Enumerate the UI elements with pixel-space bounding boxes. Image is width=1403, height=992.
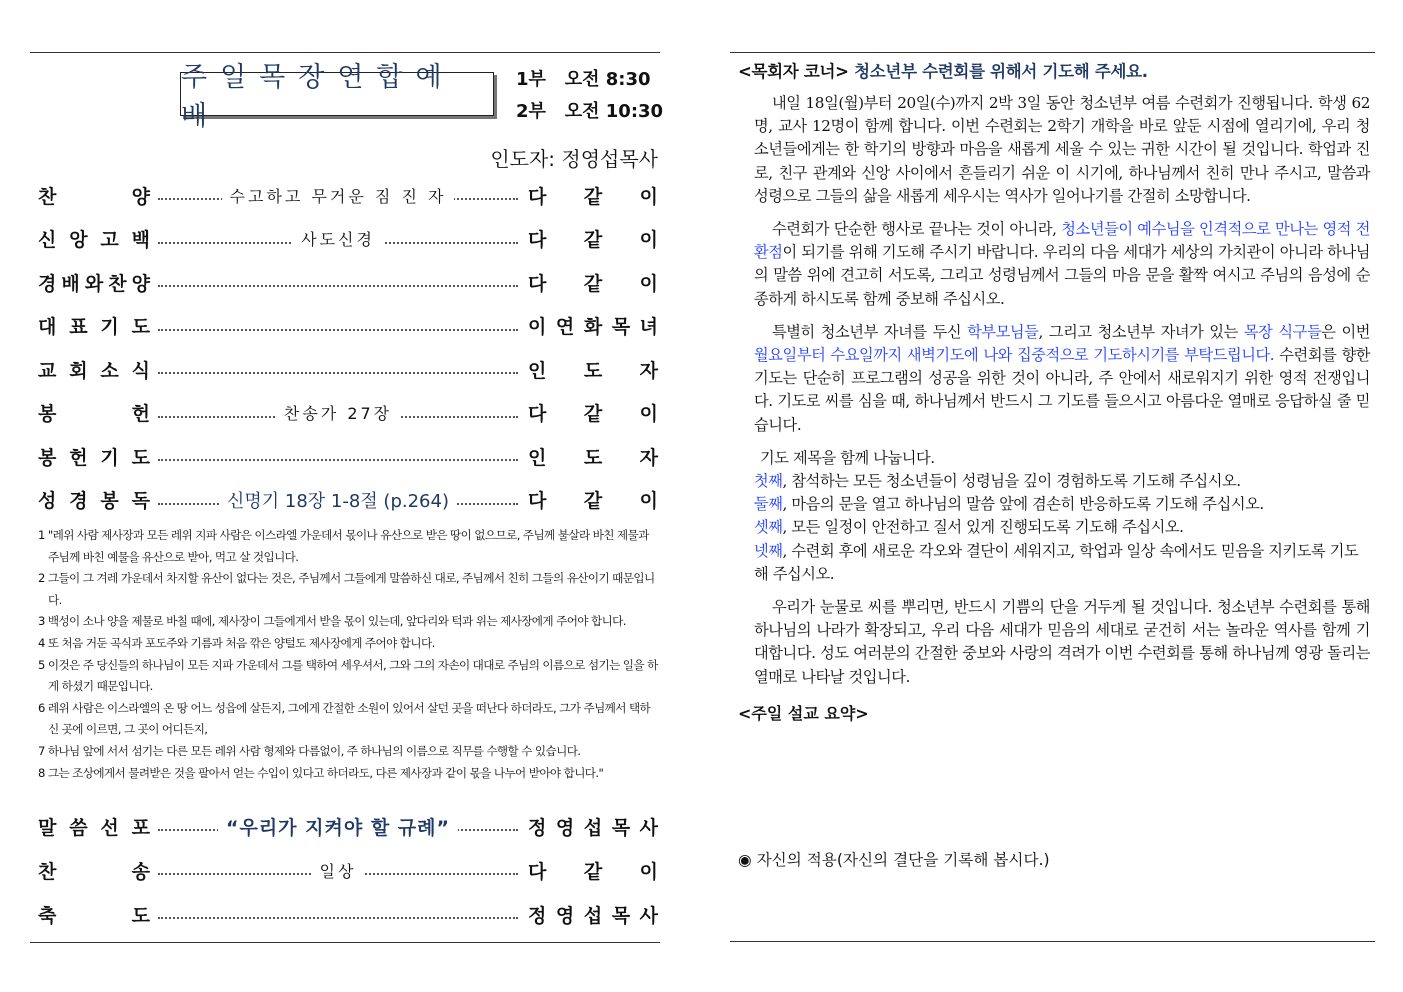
dot-leader [158,224,518,254]
order-item-label: 경 배 와 찬 양 [38,272,150,295]
order-item-detail: 일상 [312,859,365,882]
verse: 7 하나님 앞에 서서 섬기는 다른 모든 레위 사람 형제와 다름없이, 주 하나님의 이름으로 직무를 수행할 수 있습니다. [38,743,581,758]
order-item-leader: 이 연 화 목 녀 [528,316,658,338]
dot-leader [158,811,518,841]
verse: 4 또 처음 거둔 곡식과 포도주와 기름과 처음 깎은 양털도 제사장에게 주어야 합니다. [38,635,435,650]
prayer-list-header: 기도 제목을 함께 나눕니다. [760,448,935,467]
highlight-text: 월요일부터 수요일까지 새벽기도에 나와 집중적으로 기도하시기를 부탁드립니다. [754,346,1275,365]
corner-subject: 청소년부 수련회를 위해서 기도해 주세요. [854,62,1148,81]
order-item-label: 대 표 기 도 [38,316,150,338]
order-item-label: 봉 헌 기 도 [38,446,150,469]
order-item-leader: 정 영 섭 목 사 [528,816,658,839]
order-item [38,855,658,885]
order-item-leader: 다 같 이 [528,185,658,208]
pastor-corner-page [738,58,1371,869]
corner-heading [738,58,1370,82]
order-item-label: 축 도 [38,904,150,927]
dot-leader [158,855,518,885]
prayer-item: 둘째, 마음의 문을 열고 하나님의 말씀 앞에 겸손히 반응하도록 기도해 주십시오. [754,495,1264,514]
order-item-detail: “우리가 지켜야 할 규례” [218,813,458,840]
highlight-text: 목장 식구들 [1243,322,1322,341]
worship-title: 주일목장연합예배 [180,72,494,116]
order-item-label: 말 씀 선 포 [38,816,150,839]
order-item [38,398,658,428]
verse: 5 이것은 주 당신들의 하나님이 모든 지파 가운데서 그를 택하여 세우셔서, 그와 그의 자손이 대대로 주님의 이름으로 섬기는 일을 하게 하셨기 때문입니다. [38,657,658,694]
scripture-text [38,525,658,784]
dot-leader [158,180,518,210]
dot-leader [158,899,518,929]
order-item [38,311,658,341]
paragraph-2: 수련회가 단순한 행사로 끝나는 것이 아니라, 청소년들이 예수님을 인격적으로 만나는 영적 전환점이 되기를 위해 기도해 주시기 바랍니다. 우리의 다음 세대가 세상의 가치관이 아니라 하나님의 말씀 위에 견고히 서도록, 그리고 성령님께서 그들의 마음 문을 활짝 여시고 주님의 음성에 순종하게 하시도록 함께 중보해 주십시오. [754,220,1371,308]
order-item-leader: 다 같 이 [528,403,658,425]
highlight-text: 학부모님들 [967,322,1039,341]
dot-leader [158,311,518,341]
verse: 6 레위 사람은 이스라엘의 온 땅 어느 성읍에 살든지, 그에게 간절한 소원이 있어서 살던 곳을 떠난다 하더라도, 그가 주님께서 택하신 곳에 이르면, 그 곳이 어디든지, [38,700,651,737]
order-item [38,485,658,515]
service-time-2: 2부 오전 10:30 [516,101,664,122]
order-item [38,811,658,841]
order-item-leader: 다 같 이 [528,272,658,295]
prayer-item: 첫째, 참석하는 모든 청소년들이 성령님을 깊이 경험하도록 기도해 주십시오. [754,472,1241,491]
paragraph-5: 우리가 눈물로 씨를 뿌리면, 반드시 기쁨의 단을 거두게 될 것입니다. 청소년부 수련회를 통해 하나님의 나라가 확장되고, 우리 다음 세대가 믿음의 세대로 굳건히 서는 놀라운 역사를 함께 기대합니다. 성도 여러분의 간절한 중보와 사랑의 격려가 이번 수련회를 통해 하나님께 영광 돌리는 열매로 나타날 것입니다. [754,598,1370,686]
order-item-detail: 찬송가 27장 [276,401,400,424]
dot-leader [158,485,518,515]
order-item-detail: 사도신경 [293,227,383,250]
order-item [38,899,658,929]
order-item-label: 봉 헌 [38,403,150,425]
order-item [38,180,658,210]
order-item-leader: 다 같 이 [528,490,658,512]
order-item-label: 교 회 소 식 [38,359,150,382]
prayer-item: 셋째, 모든 일정이 안전하고 질서 있게 진행되도록 기도해 주십시오. [754,518,1184,537]
order-item [38,354,658,384]
order-item [38,224,658,254]
prayer-item: 넷째, 수련회 후에 새로운 각오와 결단이 세워지고, 학업과 일상 속에서도 믿음을 지키도록 기도해 주십시오. [754,541,1359,583]
order-item-label: 찬 양 [38,185,150,208]
order-item-label: 신 앙 고 백 [38,229,150,251]
order-item-leader: 다 같 이 [528,860,658,883]
service-leader: 인도자: 정영섭목사 [490,147,658,171]
service-time-1: 1부 오전 8:30 [516,69,651,90]
verse: 1 "레위 사람 제사장과 모든 레위 지파 사람은 이스라엘 가운데서 몫이나 유산으로 받은 땅이 없으므로, 주님께 불살라 바친 제물과 주님께 바친 예물을 유산으로 받아, 먹고 살 것입니다. [38,528,649,564]
verse: 2 그들이 그 겨레 가운데서 차지할 유산이 없다는 것은, 주님께서 그들에게 말씀하신 대로, 주님께서 친히 그들의 유산이기 때문입니다. [38,571,655,607]
verse: 3 백성이 소나 양을 제물로 바칠 때에, 제사장이 그들에게서 받을 몫이 있는데, 앞다리와 턱과 위는 제사장에게 주어야 합니다. [38,614,626,629]
paragraph-1: 내일 18일(월)부터 20일(수)까지 2박 3일 동안 청소년부 여름 수련회가 진행됩니다. 학생 62명, 교사 12명이 함께 합니다. 이번 수련회는 2학기 개학을 바로 앞둔 시점에 열리기에, 우리 청소년들에게는 한 학기의 방향과 마음을 새롭게 세울 수 있는 귀한 시간이 될 것입니다. 학업과 진로, 친구 관계와 신앙 사이에서 흔들리기 쉬운 이 시기에, 하나님께서 친히 만나 주시고, 말씀과 성령으로 그들의 삶을 새롭게 세우시는 역사가 일어나기를 간절히 소망합니다. [754,94,1370,205]
worship-order-page [30,52,664,942]
right-top-rule [730,52,1375,53]
order-item-label: 성 경 봉 독 [38,490,150,512]
order-item [38,267,658,297]
highlight-text: 청소년들이 예수님을 인격적으로 만나는 영적 전환점 [754,220,1371,262]
order-item-leader: 정 영 섭 목 사 [528,904,658,927]
verse: 8 그는 조상에게서 물려받은 것을 팔아서 얻는 수입이 있다고 하더라도, 다른 제사장과 같이 몫을 나누어 받아야 합니다." [38,765,604,780]
order-item [38,441,658,471]
dot-leader [158,398,518,428]
prayer-list [738,447,1370,586]
order-item-detail: 신명기 18장 1-8절 (p.264) [219,487,457,513]
order-item-label: 찬 송 [38,860,150,883]
order-item-leader: 인 도 자 [528,446,658,469]
paragraph-3: 특별히 청소년부 자녀를 두신 학부모님들, 그리고 청소년부 자녀가 있는 목장 식구들은 이번 월요일부터 수요일까지 새벽기도에 나와 집중적으로 기도하시기를 부탁드립니다. 수련회를 향한 기도는 단순히 프로그램의 성공을 위한 것이 아니라, 주 안에서 새로워지기 위한 영적 전쟁입니다. 기도로 씨를 심을 때, 하나님께서 반드시 그 기도를 들으시고 아름다운 열매로 응답하실 줄 믿습니다. [754,322,1370,434]
order-item-leader: 인 도 자 [528,359,658,382]
sermon-summary-heading: <주일 설교 요약> [738,703,869,723]
dot-leader [158,354,518,384]
left-bottom-rule [30,942,660,943]
corner-label: <목회자 코너> [738,62,849,81]
dot-leader [158,441,518,471]
service-times [516,64,663,128]
dot-leader [158,267,518,297]
application-prompt: ◉ 자신의 적용(자신의 결단을 기록해 봅시다.) [738,851,1050,869]
order-item-leader: 다 같 이 [528,229,658,251]
right-bottom-rule [730,941,1375,942]
order-item-detail: 수고하고 무거운 짐 진 자 [222,184,455,207]
